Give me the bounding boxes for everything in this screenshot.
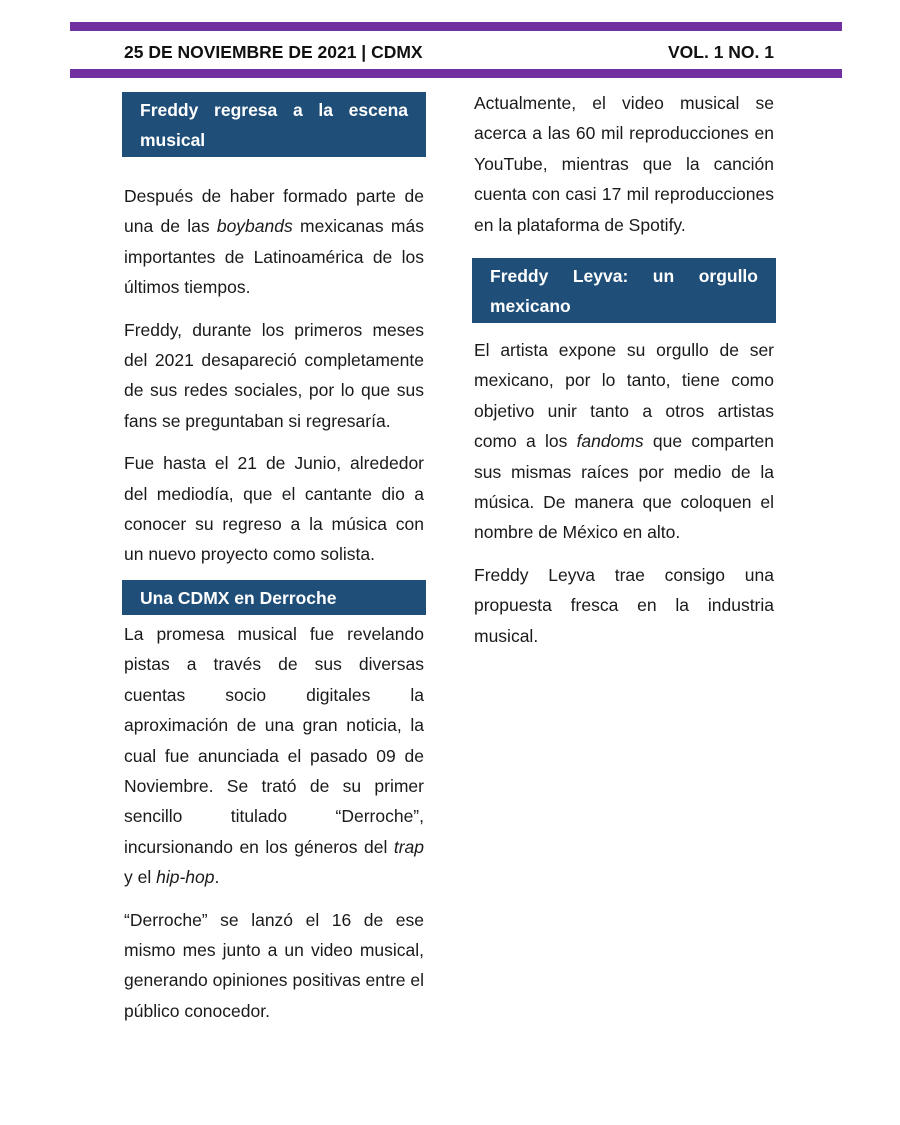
bottom-purple-rule (70, 69, 842, 78)
left-column (124, 92, 424, 1026)
paragraph-propuesta-fresca: Freddy Leyva trae consigo una propuesta fresca en la industria musical. (474, 564, 774, 646)
section-heading-regreso: Freddy regresa a la escena musical (122, 92, 426, 157)
paragraph-regreso-solista: Fue hasta el 21 de Junio, alrededor del mediodía, que el cantante dio a conocer su regreso a la música con un nuevo proyecto como solista. (124, 453, 424, 565)
section-heading-cdmx-derroche: Una CDMX en Derroche (122, 580, 426, 615)
section-heading-orgullo-mexicano: Freddy Leyva: un orgullo mexicano (472, 258, 776, 323)
paragraph-promesa-musical: La promesa musical fue revelando pistas a través de sus diversas cuentas socio digitales la aproximación de una gran noticia, la cual fue anunciada el pasado 09 de Noviembre. Se trató de su primer sencillo titulado “Derroche”, incursionando en los géneros del trap y el hip-hop. (124, 623, 424, 888)
boybands-italic: boybands (216, 216, 293, 237)
paragraph-orgullo: El artista expone su orgullo de ser mexicano, por lo tanto, tiene como objetivo unir tanto a otros artistas como a los fandoms que comparten sus mismas raíces por medio de la música. De manera que coloquen el nombre de México en alto. (474, 340, 775, 543)
paragraph-reproducciones: Actualmente, el video musical se acerca a las 60 mil reproducciones en YouTube, mientras que la canción cuenta con casi 17 mil reproducciones en la plataforma de Spotify. (474, 93, 774, 235)
masthead-volume: VOL. 1 NO. 1 (668, 42, 774, 62)
paragraph-desaparecio: Freddy, durante los primeros meses del 2021 desapareció completamente de sus redes sociales, por lo que sus fans se preguntaban si regresaría. (124, 319, 424, 431)
trap-italic: trap (393, 836, 424, 857)
paragraph-boybands: Después de haber formado parte de una de las boybands mexicanas más importantes de Latinoamérica de los últimos tiempos. (124, 186, 424, 298)
right-column (474, 88, 774, 651)
masthead (124, 38, 774, 66)
fandoms-italic: fandoms (576, 431, 644, 452)
top-purple-rule (70, 22, 842, 31)
masthead-date-location: 25 DE NOVIEMBRE DE 2021 | CDMX (124, 42, 423, 62)
paragraph-derroche-lanzamiento: “Derroche” se lanzó el 16 de ese mismo mes junto a un video musical, generando opiniones positivas entre el público conocedor. (124, 909, 424, 1021)
hip-hop-italic: hip-hop (156, 867, 215, 888)
